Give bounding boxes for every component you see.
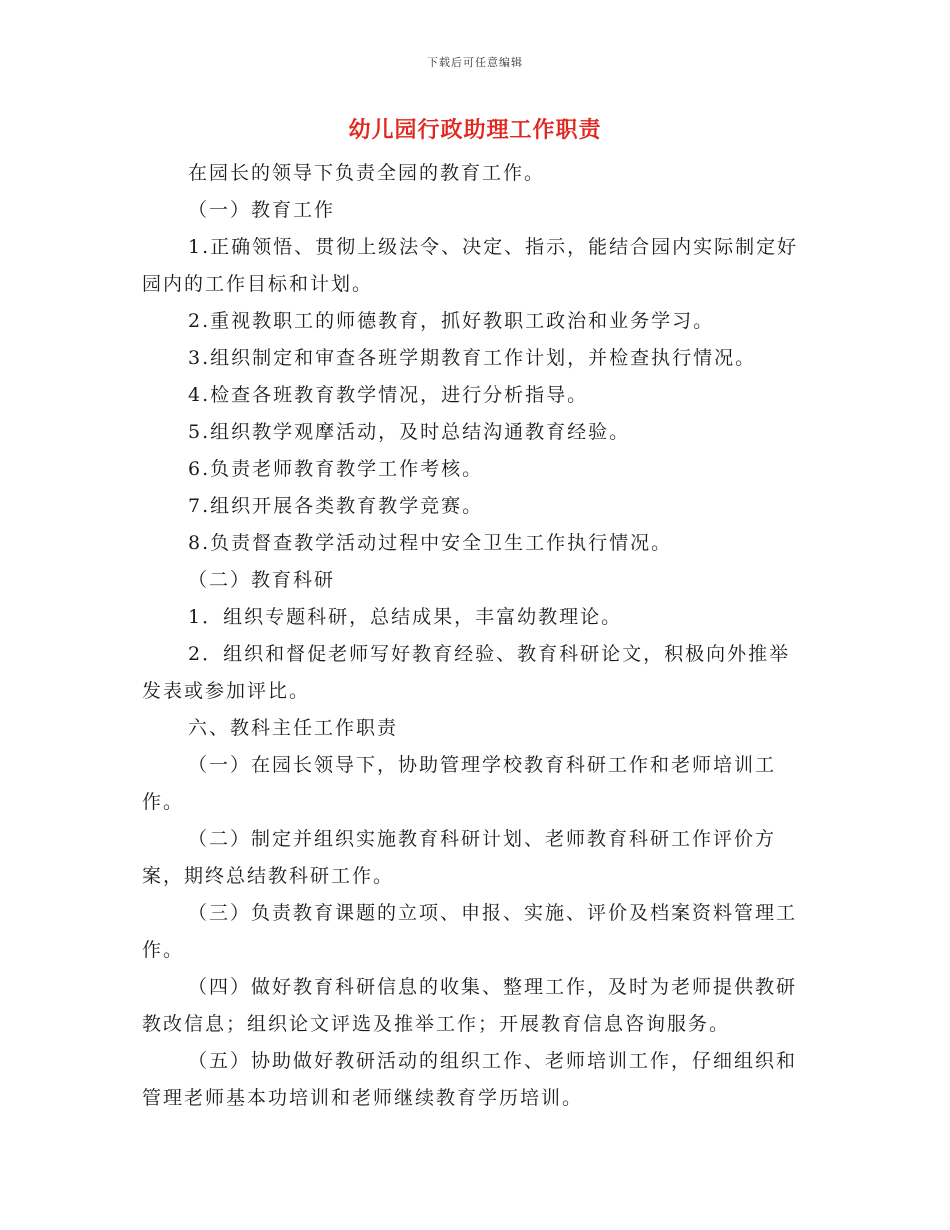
list-item: （二）制定并组织实施教育科研计划、老师教育科研工作评价方案，期终总结教科研工作。 bbox=[142, 828, 777, 887]
paragraph-intro: 在园长的领导下负责全园的教育工作。 bbox=[188, 162, 546, 184]
list-item: 7.组织开展各类教育教学竞赛。 bbox=[188, 495, 484, 517]
list-item: 3.组织制定和审查各班学期教育工作计划，并检查执行情况。 bbox=[188, 347, 757, 369]
header-note: 下载后可任意编辑 bbox=[427, 56, 523, 69]
list-item: 4.检查各班教育教学情况，进行分析指导。 bbox=[188, 384, 589, 406]
list-item: 1.正确领悟、贯彻上级法令、决定、指示，能结合园内实际制定好园内的工作目标和计划。 bbox=[142, 236, 799, 295]
section-heading-education-research: （二）教育科研 bbox=[188, 569, 336, 591]
list-item: 1．组织专题科研，总结成果，丰富幼教理论。 bbox=[188, 606, 623, 628]
list-item: （一）在园长领导下，协助管理学校教育科研工作和老师培训工作。 bbox=[142, 754, 777, 813]
list-item: （四）做好教育科研信息的收集、整理工作，及时为老师提供教研教改信息；组织论文评选及推举工作；开展教育信息咨询服务。 bbox=[142, 976, 798, 1035]
list-item: 8.负责督查教学活动过程中安全卫生工作执行情况。 bbox=[188, 532, 673, 554]
list-item: （五）协助做好教研活动的组织工作、老师培训工作，仔细组织和管理老师基本功培训和老师继续教育学历培训。 bbox=[142, 1050, 798, 1109]
section-heading-education-work: （一）教育工作 bbox=[188, 199, 336, 221]
list-item: 5.组织教学观摩活动，及时总结沟通教育经验。 bbox=[188, 421, 631, 443]
document-title: 幼儿园行政助理工作职责 bbox=[348, 117, 602, 143]
list-item: （三）负责教育课题的立项、申报、实施、评价及档案资料管理工作。 bbox=[142, 902, 798, 961]
section-heading-research-director: 六、教科主任工作职责 bbox=[188, 717, 399, 739]
list-item: 6.负责老师教育教学工作考核。 bbox=[188, 458, 484, 480]
list-item: 2.重视教职工的师德教育，抓好教职工政治和业务学习。 bbox=[188, 310, 715, 332]
list-item: 2．组织和督促老师写好教育经验、教育科研论文，积极向外推举发表或参加评比。 bbox=[142, 643, 791, 702]
document-body bbox=[142, 155, 810, 1117]
